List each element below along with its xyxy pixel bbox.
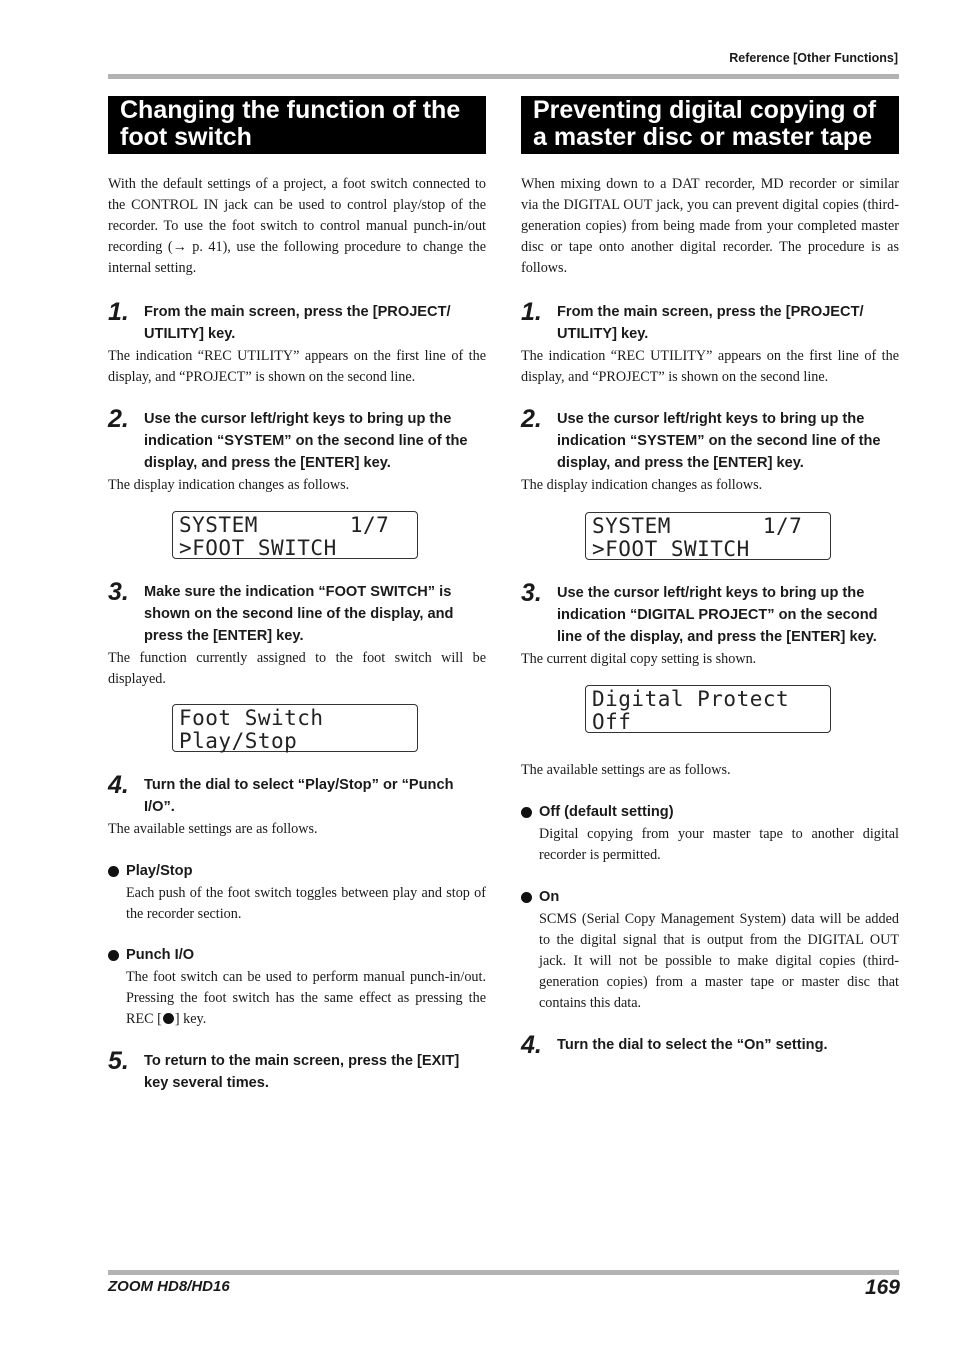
step-2 [521,405,899,474]
bullet-icon [108,866,119,877]
option-label: Off (default setting) [539,804,674,820]
step-instruction: Turn the dial to select the “On” setting. [557,1037,828,1053]
top-rule [108,74,899,79]
step-5 [108,1047,486,1094]
step-number: 3. [521,579,542,607]
bullet-icon [108,950,119,961]
lcd-display [585,512,831,560]
lcd-line-1: Digital Protect [592,688,790,711]
option-off [521,802,899,866]
step-instruction: Use the cursor left/right keys to bring up the indication “SYSTEM” on the second line of the display, and press the [ENTER] key. [557,411,881,471]
step-instruction: From the main screen, press the [PROJECT/ UTILITY] key. [144,304,451,342]
step-4 [521,1031,899,1059]
step-instruction: Use the cursor left/right keys to bring up the indication “DIGITAL PROJECT” on the second line of the display, and press the [ENTER] key. [557,585,878,645]
lcd-line-2: >FOOT SWITCH [592,538,750,561]
option-description: Digital copying from your master tape to another digital recorder is permitted. [539,826,899,863]
rec-dot-icon [163,1013,174,1024]
option-description: SCMS (Serial Copy Management System) data will be added to the digital signal that is output from the DIGITAL OUT jack. It will not be possible to make digital copies (third-generation copies) from a master tape or master disc that contains this data. [539,911,899,1011]
lcd-line-1: SYSTEM 1/7 [179,514,390,537]
option-label: Punch I/O [126,947,195,963]
step-number: 3. [108,578,129,606]
step-number: 2. [521,405,542,433]
option-description: Each push of the foot switch toggles between play and stop of the recorder section. [126,885,486,922]
lcd-display [172,511,418,559]
section-title: Preventing digital copying of a master disc or master tape [521,96,899,154]
left-column [108,96,486,1094]
step-description: The display indication changes as follows. [521,477,763,493]
option-description: The foot switch can be used to perform manual punch-in/out. Pressing the foot switch has the same effect as pressing the REC [ ] key. [126,969,486,1027]
option-label: Play/Stop [126,863,193,879]
lcd-line-2: >FOOT SWITCH [179,537,337,560]
step-description: The available settings are as follows. [108,821,318,837]
intro-paragraph: With the default settings of a project, a foot switch connected to the CONTROL IN jack can be used to control play/stop of the recorder. To use the foot switch to control manual punch-in/out recording (→ p. 41), use the following procedure to change the internal setting. [108,176,486,276]
lcd-line-2: Off [592,711,632,734]
step-description: The function currently assigned to the foot switch will be displayed. [108,650,486,687]
step-instruction: From the main screen, press the [PROJECT/ UTILITY] key. [557,304,864,342]
right-column [521,96,899,1059]
step-description: The display indication changes as follows. [108,477,350,493]
option-play-stop [108,861,486,925]
step-4 [108,771,486,818]
step-3 [521,579,899,648]
option-punch-io [108,945,486,1030]
step-number: 4. [108,771,129,799]
lcd-line-1: SYSTEM 1/7 [592,515,803,538]
step-instruction: Turn the dial to select “Play/Stop” or “Punch I/O”. [144,777,454,815]
footer-title: ZOOM HD8/HD16 [108,1278,230,1295]
bullet-icon [521,807,532,818]
step-number: 1. [521,298,542,326]
step-instruction: Use the cursor left/right keys to bring up the indication “SYSTEM” on the second line of the display, and press the [ENTER] key. [144,411,468,471]
step-number: 4. [521,1031,542,1059]
lcd-line-2: Play/Stop [179,730,298,753]
step-description: The indication “REC UTILITY” appears on the first line of the display, and “PROJECT” is shown on the second line. [521,348,899,385]
step-instruction: To return to the main screen, press the [EXIT] key several times. [144,1053,460,1091]
step-3 [108,578,486,647]
step-number: 5. [108,1047,129,1075]
step-description: The current digital copy setting is shown. [521,651,757,667]
lcd-line-1: Foot Switch [179,707,324,730]
step-number: 2. [108,405,129,433]
option-label: On [539,889,560,905]
bottom-rule [108,1270,899,1275]
bullet-icon [521,892,532,903]
lcd-display [172,704,418,752]
step-1 [521,298,899,345]
step-instruction: Make sure the indication “FOOT SWITCH” is shown on the second line of the display, and press the [ENTER] key. [144,584,454,644]
intro-paragraph: When mixing down to a DAT recorder, MD recorder or similar via the DIGITAL OUT jack, you can prevent digital copies (third-generation copies) from being made from your completed master disc or tape onto another digital recorder. The procedure is as follows. [521,176,899,276]
page-number: 169 [864,1276,900,1299]
section-title: Changing the function of the foot switch [108,96,486,154]
running-header: Reference [Other Functions] [729,51,898,65]
step-1 [108,298,486,345]
step-number: 1. [108,298,129,326]
step-description: The indication “REC UTILITY” appears on the first line of the display, and “PROJECT” is shown on the second line. [108,348,486,385]
option-on [521,887,899,1014]
step-2 [108,405,486,474]
settings-intro: The available settings are as follows. [521,762,731,778]
lcd-display [585,685,831,733]
